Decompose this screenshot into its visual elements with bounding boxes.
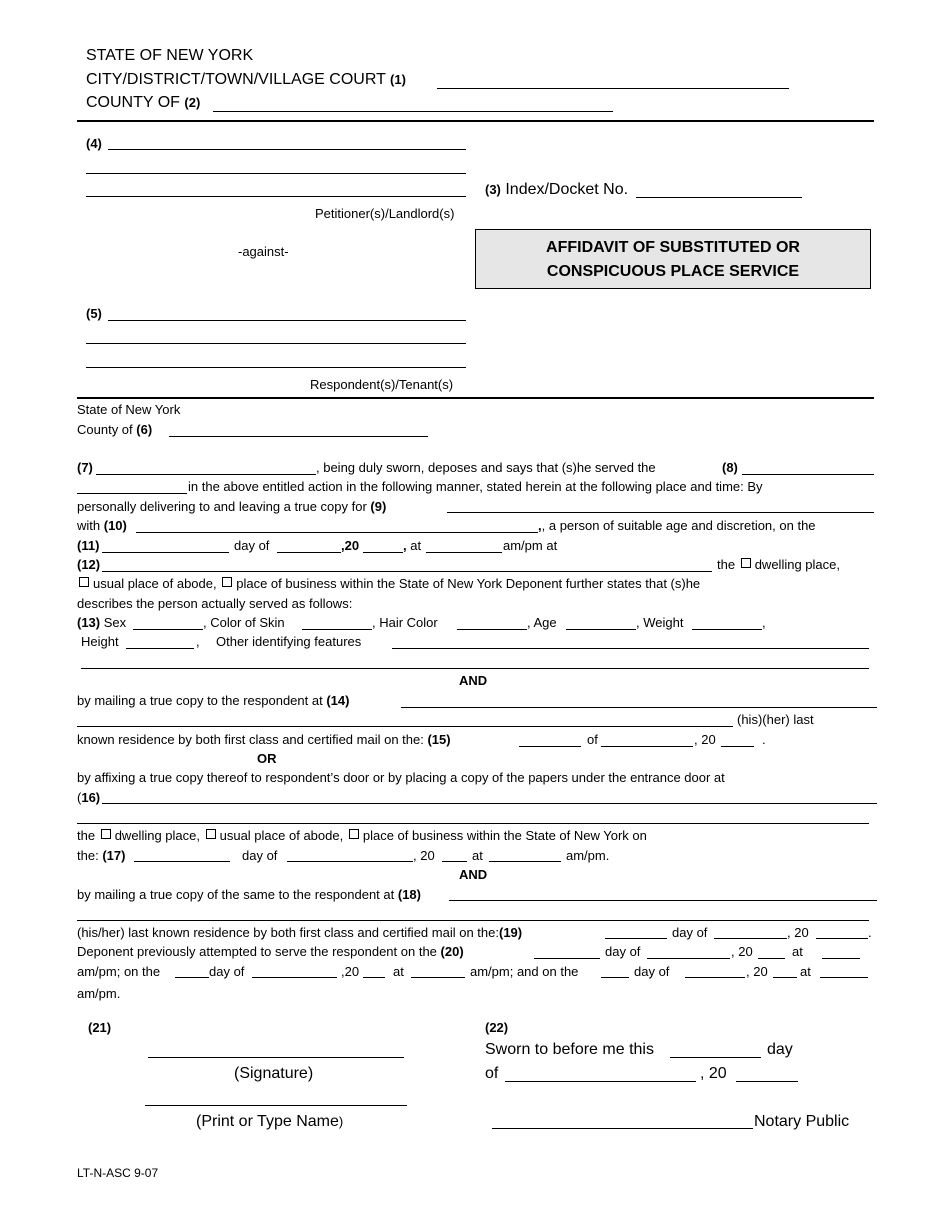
ampm-end-label: am/pm. [77, 986, 121, 1001]
notary-public-label: Notary Public [754, 1113, 850, 1130]
field-number-7: (7) [77, 460, 93, 475]
mailing-14-text: by mailing a true copy to the respondent at [77, 693, 323, 708]
mail-year-15-field[interactable] [721, 746, 754, 747]
description-intro: describes the person actually served as follows: [77, 596, 353, 611]
form-id: LT-N-ASC 9-07 [77, 1166, 159, 1180]
petitioner-line-3[interactable] [86, 196, 466, 197]
service-year-field[interactable] [363, 552, 403, 553]
field-number-14: (14) [326, 693, 350, 708]
place-type-options [717, 557, 840, 572]
index-docket-label [485, 181, 628, 199]
ampm-and-on-label: am/pm; and on the [470, 964, 579, 979]
day-of-label-11: day of [234, 538, 270, 553]
field-number-6: (6) [136, 422, 153, 437]
year-label-15: , 20 [694, 732, 716, 747]
signature-label: (Signature) [234, 1065, 314, 1082]
dwelling-checkbox-2[interactable] [101, 829, 111, 839]
index-label-text: Index/Docket No. [505, 181, 629, 198]
field-number-18: (18) [397, 887, 421, 902]
features-field-cont[interactable] [81, 668, 869, 669]
ampm-label-17: am/pm. [566, 848, 610, 863]
field-number-21: (21) [88, 1020, 112, 1035]
height-label: Height [81, 634, 119, 649]
sworn-statement: , being duly sworn, deposes and says that (s)he served the [316, 460, 656, 475]
recipient-name-field[interactable] [136, 532, 538, 533]
of-label-15: of [587, 732, 598, 747]
field-number-8: (8) [722, 460, 738, 475]
at-label-20b: at [393, 964, 404, 979]
field-number-11: (11) [77, 538, 100, 553]
field-number-3: (3) [485, 182, 501, 197]
respondent-label: Respondent(s)/Tenant(s) [310, 377, 454, 392]
business-label: place of business within the State of New York Deponent further states that (s)he [236, 576, 701, 591]
field-number-1: (1) [390, 72, 406, 87]
field-number-9: (9) [370, 499, 387, 514]
at-label-20: at [792, 944, 803, 959]
sex-field[interactable] [133, 629, 203, 630]
mailing-address-18-field[interactable] [449, 900, 877, 901]
features-field[interactable] [392, 648, 869, 649]
attempt-1-month-field[interactable] [647, 958, 730, 959]
index-number-field[interactable] [636, 197, 802, 198]
period-19: . [868, 925, 872, 940]
attempt-2-month-field[interactable] [252, 977, 337, 978]
sworn-of-label: of [485, 1065, 499, 1082]
respondent-line-1[interactable] [108, 320, 466, 321]
service-month-field[interactable] [277, 552, 341, 553]
place-type-options-2 [77, 828, 647, 843]
petitioner-line-2[interactable] [86, 173, 466, 174]
printed-name-label [196, 1113, 343, 1131]
title-line-1: AFFIDAVIT OF SUBSTITUTED OR [546, 239, 800, 256]
field-number-15: (15) [427, 732, 451, 747]
against-label: -against- [238, 244, 289, 259]
sex-text: Sex [103, 615, 127, 630]
bold-comma: , [538, 518, 542, 533]
field-number-4: (4) [86, 136, 102, 151]
field-number-17: (17) [102, 848, 126, 863]
affix-time-17-field[interactable] [489, 861, 561, 862]
mail-month-15-field[interactable] [601, 746, 693, 747]
ampm-on-label: am/pm; on the [77, 964, 161, 979]
year-label-20b: ,20 [341, 964, 360, 979]
suitable-age-text [538, 518, 816, 533]
mailing-18-label [77, 887, 421, 902]
weight-label: , Weight [636, 615, 684, 630]
affix-day-17-field[interactable] [134, 861, 230, 862]
court-heading [86, 71, 406, 89]
and-separator-1: AND [459, 673, 488, 688]
sworn-day-field[interactable] [670, 1057, 761, 1058]
field-number-12: (12) [77, 557, 101, 572]
dwelling-checkbox[interactable] [741, 558, 751, 568]
day-of-label-20c: day of [634, 964, 670, 979]
day-of-label-17: day of [242, 848, 278, 863]
skin-color-field[interactable] [302, 629, 372, 630]
notary-signature-line[interactable] [492, 1128, 753, 1129]
county-label: COUNTY OF [86, 94, 180, 111]
attempt-2-time-field[interactable] [411, 977, 465, 978]
with-text: with [77, 518, 101, 533]
skin-color-label: , Color of Skin [203, 615, 285, 630]
year-label-20c: , 20 [746, 964, 768, 979]
attempt-1-year-field[interactable] [758, 958, 785, 959]
day-of-label-19: day of [672, 925, 708, 940]
court-name-field[interactable] [437, 88, 789, 89]
at-label-17: at [472, 848, 483, 863]
served-person-field[interactable] [447, 512, 874, 513]
sworn-before-label: Sworn to before me this [485, 1041, 654, 1058]
previous-attempt-20 [77, 944, 464, 959]
field-number-19: (19) [498, 925, 523, 940]
door-address-field-cont[interactable] [77, 823, 869, 824]
petitioner-label: Petitioner(s)/Landlord(s) [315, 206, 455, 221]
mailing-18-text: by mailing a true copy of the same to the respondent at [77, 887, 395, 902]
abode-label-2: usual place of abode, [219, 828, 344, 843]
suitable-age-rest: , a person of suitable age and discretion, on the [541, 518, 816, 533]
sworn-year-field[interactable] [736, 1081, 798, 1082]
period-15: . [762, 732, 766, 747]
attempt-2-year-field[interactable] [363, 977, 385, 978]
day-of-label-20: day of [605, 944, 641, 959]
ampm-at-label: am/pm at [503, 538, 558, 553]
field-number-16-label [77, 790, 100, 805]
sex-label [77, 615, 126, 630]
papers-served-field[interactable] [742, 474, 874, 475]
previous-attempt-text: Deponent previously attempted to serve the respondent on the [77, 944, 437, 959]
title-line-2: CONSPICUOUS PLACE SERVICE [546, 263, 800, 280]
abode-checkbox[interactable] [79, 577, 89, 587]
the-label-12: the [717, 557, 736, 572]
door-address-field[interactable] [102, 803, 877, 804]
and-separator-2: AND [459, 867, 488, 882]
known-residence-19-text: (his/her) last known residence by both first class and certified mail on the: [77, 925, 499, 940]
mailing-address-field[interactable] [401, 707, 877, 708]
business-checkbox-2[interactable] [349, 829, 359, 839]
county-heading [86, 94, 200, 112]
court-label: CITY/DISTRICT/TOWN/VILLAGE COURT [86, 71, 386, 88]
service-day-field[interactable] [102, 552, 229, 553]
year-label-19: , 20 [787, 925, 809, 940]
manner-statement: in the above entitled action in the following manner, stated herein at the following place and time: By [188, 479, 763, 494]
printed-name-text: (Print or Type Name [196, 1113, 339, 1130]
height-field[interactable] [126, 648, 194, 649]
caption-divider [77, 397, 874, 399]
mail-day-19-field[interactable] [605, 938, 667, 939]
printed-name-paren: ) [338, 1114, 344, 1129]
known-residence-15 [77, 732, 451, 747]
field-number-2: (2) [184, 95, 201, 110]
place-type-options-cont [77, 576, 700, 591]
age-field[interactable] [566, 629, 636, 630]
height-separator: , [196, 634, 200, 649]
attempt-3-month-field[interactable] [685, 977, 745, 978]
affixing-statement: by affixing a true copy thereof to respondent’s door or by placing a copy of the papers under the entrance door at [77, 770, 725, 785]
business-label-2: place of business within the State of New York on [362, 828, 647, 843]
at-text-11: at [406, 538, 422, 553]
sworn-day-label: day [767, 1041, 793, 1058]
known-residence-15-text: known residence by both first class and certified mail on the: [77, 732, 424, 747]
mailing-14-label [77, 693, 349, 708]
county-name-field[interactable] [213, 111, 613, 112]
delivery-text: personally delivering to and leaving a true copy for [77, 499, 367, 514]
printed-name-line[interactable] [145, 1105, 407, 1106]
signature-line[interactable] [148, 1057, 404, 1058]
open-paren-16: ( [77, 790, 82, 805]
with-label [77, 518, 127, 533]
field-number-13: (13) [77, 615, 101, 630]
age-label: , Age [527, 615, 557, 630]
business-checkbox[interactable] [222, 577, 232, 587]
attempt-3-day-field[interactable] [601, 977, 629, 978]
venue-county-label: County of [77, 422, 133, 437]
venue-county [77, 422, 152, 437]
year-label-17: , 20 [413, 848, 435, 863]
deponent-name-field[interactable] [96, 474, 316, 475]
mailing-address-field-cont[interactable] [77, 726, 733, 727]
petitioner-line-1[interactable] [108, 149, 466, 150]
field-number-10: (10) [103, 518, 127, 533]
features-label: Other identifying features [216, 634, 362, 649]
field-number-5: (5) [86, 306, 102, 321]
mailing-address-18-field-cont[interactable] [77, 920, 869, 921]
at-label-20c: at [800, 964, 811, 979]
the-label-17 [77, 848, 125, 863]
known-residence-19 [77, 925, 522, 940]
his-her-last-label: (his)(her) last [737, 712, 814, 727]
hair-color-label: , Hair Color [372, 615, 438, 630]
weight-field[interactable] [692, 629, 762, 630]
day-of-label-20b: day of [209, 964, 245, 979]
dwelling-label: dwelling place, [754, 557, 840, 572]
venue-county-field[interactable] [169, 436, 428, 437]
abode-label: usual place of abode, [93, 576, 217, 591]
mail-month-19-field[interactable] [714, 938, 787, 939]
the-label-16: the [77, 828, 96, 843]
mail-year-19-field[interactable] [816, 938, 868, 939]
or-separator: OR [257, 751, 277, 766]
attempt-2-day-field[interactable] [175, 977, 209, 978]
affix-month-17-field[interactable] [287, 861, 413, 862]
hair-color-field[interactable] [457, 629, 527, 630]
abode-checkbox-2[interactable] [206, 829, 216, 839]
mail-day-15-field[interactable] [519, 746, 581, 747]
state-heading: STATE OF NEW YORK [86, 47, 254, 64]
bold-comma-11: , [403, 538, 407, 553]
service-time-field[interactable] [426, 552, 502, 553]
weight-comma: , [762, 615, 766, 630]
attempt-1-time-field[interactable] [822, 958, 860, 959]
at-label-11 [403, 538, 421, 553]
header-divider [77, 120, 874, 122]
year-label-20: , 20 [731, 944, 753, 959]
sworn-month-field[interactable] [505, 1081, 696, 1082]
sworn-year-label: , 20 [700, 1065, 727, 1082]
delivery-statement [77, 499, 386, 514]
papers-served-field-cont[interactable] [77, 493, 187, 494]
respondent-line-2[interactable] [86, 343, 466, 344]
the-text-17: the: [77, 848, 99, 863]
year-label-11: ,20 [341, 538, 360, 553]
service-address-field[interactable] [102, 571, 712, 572]
field-number-22: (22) [485, 1020, 509, 1035]
venue-state: State of New York [77, 402, 181, 417]
respondent-line-3[interactable] [86, 367, 466, 368]
field-number-20: (20) [440, 944, 464, 959]
attempt-3-time-field[interactable] [820, 977, 868, 978]
field-number-16: 16) [81, 790, 101, 805]
dwelling-label-2: dwelling place, [114, 828, 200, 843]
attempt-1-day-field[interactable] [534, 958, 600, 959]
affidavit-title-box [475, 229, 871, 289]
affix-year-17-field[interactable] [442, 861, 467, 862]
attempt-3-year-field[interactable] [773, 977, 797, 978]
